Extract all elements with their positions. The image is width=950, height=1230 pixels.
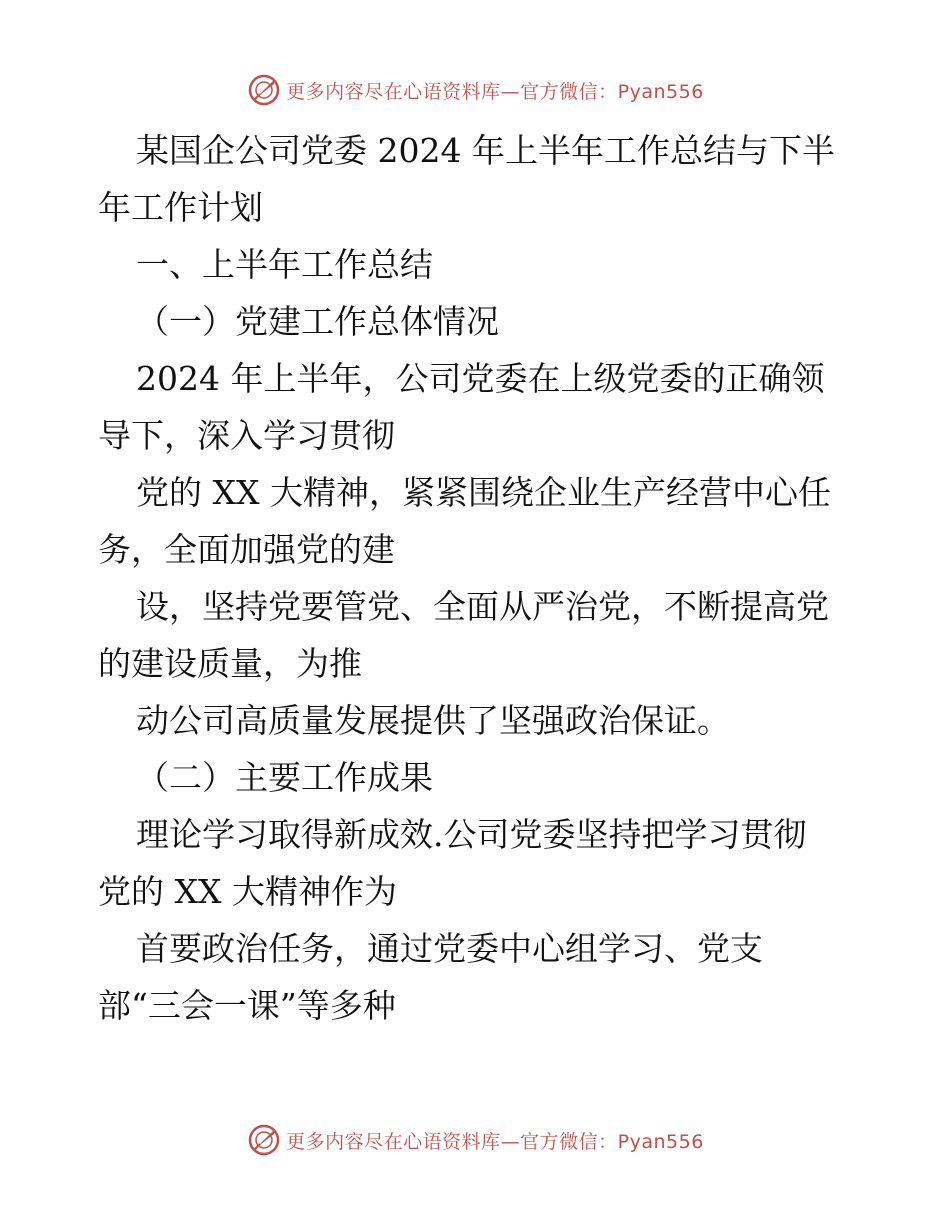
section-heading-1: 一、上半年工作总结: [136, 245, 433, 284]
logo-icon: [246, 72, 282, 108]
subsection-heading-1: （一）党建工作总体情况: [136, 302, 499, 341]
paragraph-line: 首要政治任务，通过党委中心组学习、党支: [136, 929, 763, 968]
doc-title-line-2: 年工作计划: [98, 188, 263, 227]
logo-icon: [246, 1122, 282, 1158]
banner-text: 更多内容尽在心语资料库—官方微信：Pyan556: [286, 80, 704, 103]
paragraph-line: 理论学习取得新成效.公司党委坚持把学习贯彻: [136, 815, 807, 854]
subsection-heading-2: （二）主要工作成果: [136, 758, 433, 797]
paragraph-line: 党的 XX 大精神作为: [98, 872, 397, 911]
paragraph-line: 党的 XX 大精神，紧紧围绕企业生产经营中心任: [136, 473, 831, 512]
footer-banner: [0, 1120, 950, 1160]
document-body: [98, 122, 858, 1034]
paragraph-line: 部“三会一课”等多种: [98, 986, 396, 1025]
paragraph-line: 2024 年上半年，公司党委在上级党委的正确领: [136, 359, 825, 398]
banner-text: 更多内容尽在心语资料库—官方微信：Pyan556: [286, 1130, 704, 1153]
paragraph-line: 的建设质量，为推: [98, 644, 362, 683]
paragraph-line: 导下，深入学习贯彻: [98, 416, 395, 455]
header-banner: [0, 70, 950, 110]
doc-title-line-1: 某国企公司党委 2024 年上半年工作总结与下半: [136, 131, 835, 170]
paragraph-line: 设，坚持党要管党、全面从严治党，不断提高党: [136, 587, 829, 626]
paragraph-line: 务，全面加强党的建: [98, 530, 395, 569]
paragraph-line: 动公司高质量发展提供了坚强政治保证。: [136, 701, 730, 740]
